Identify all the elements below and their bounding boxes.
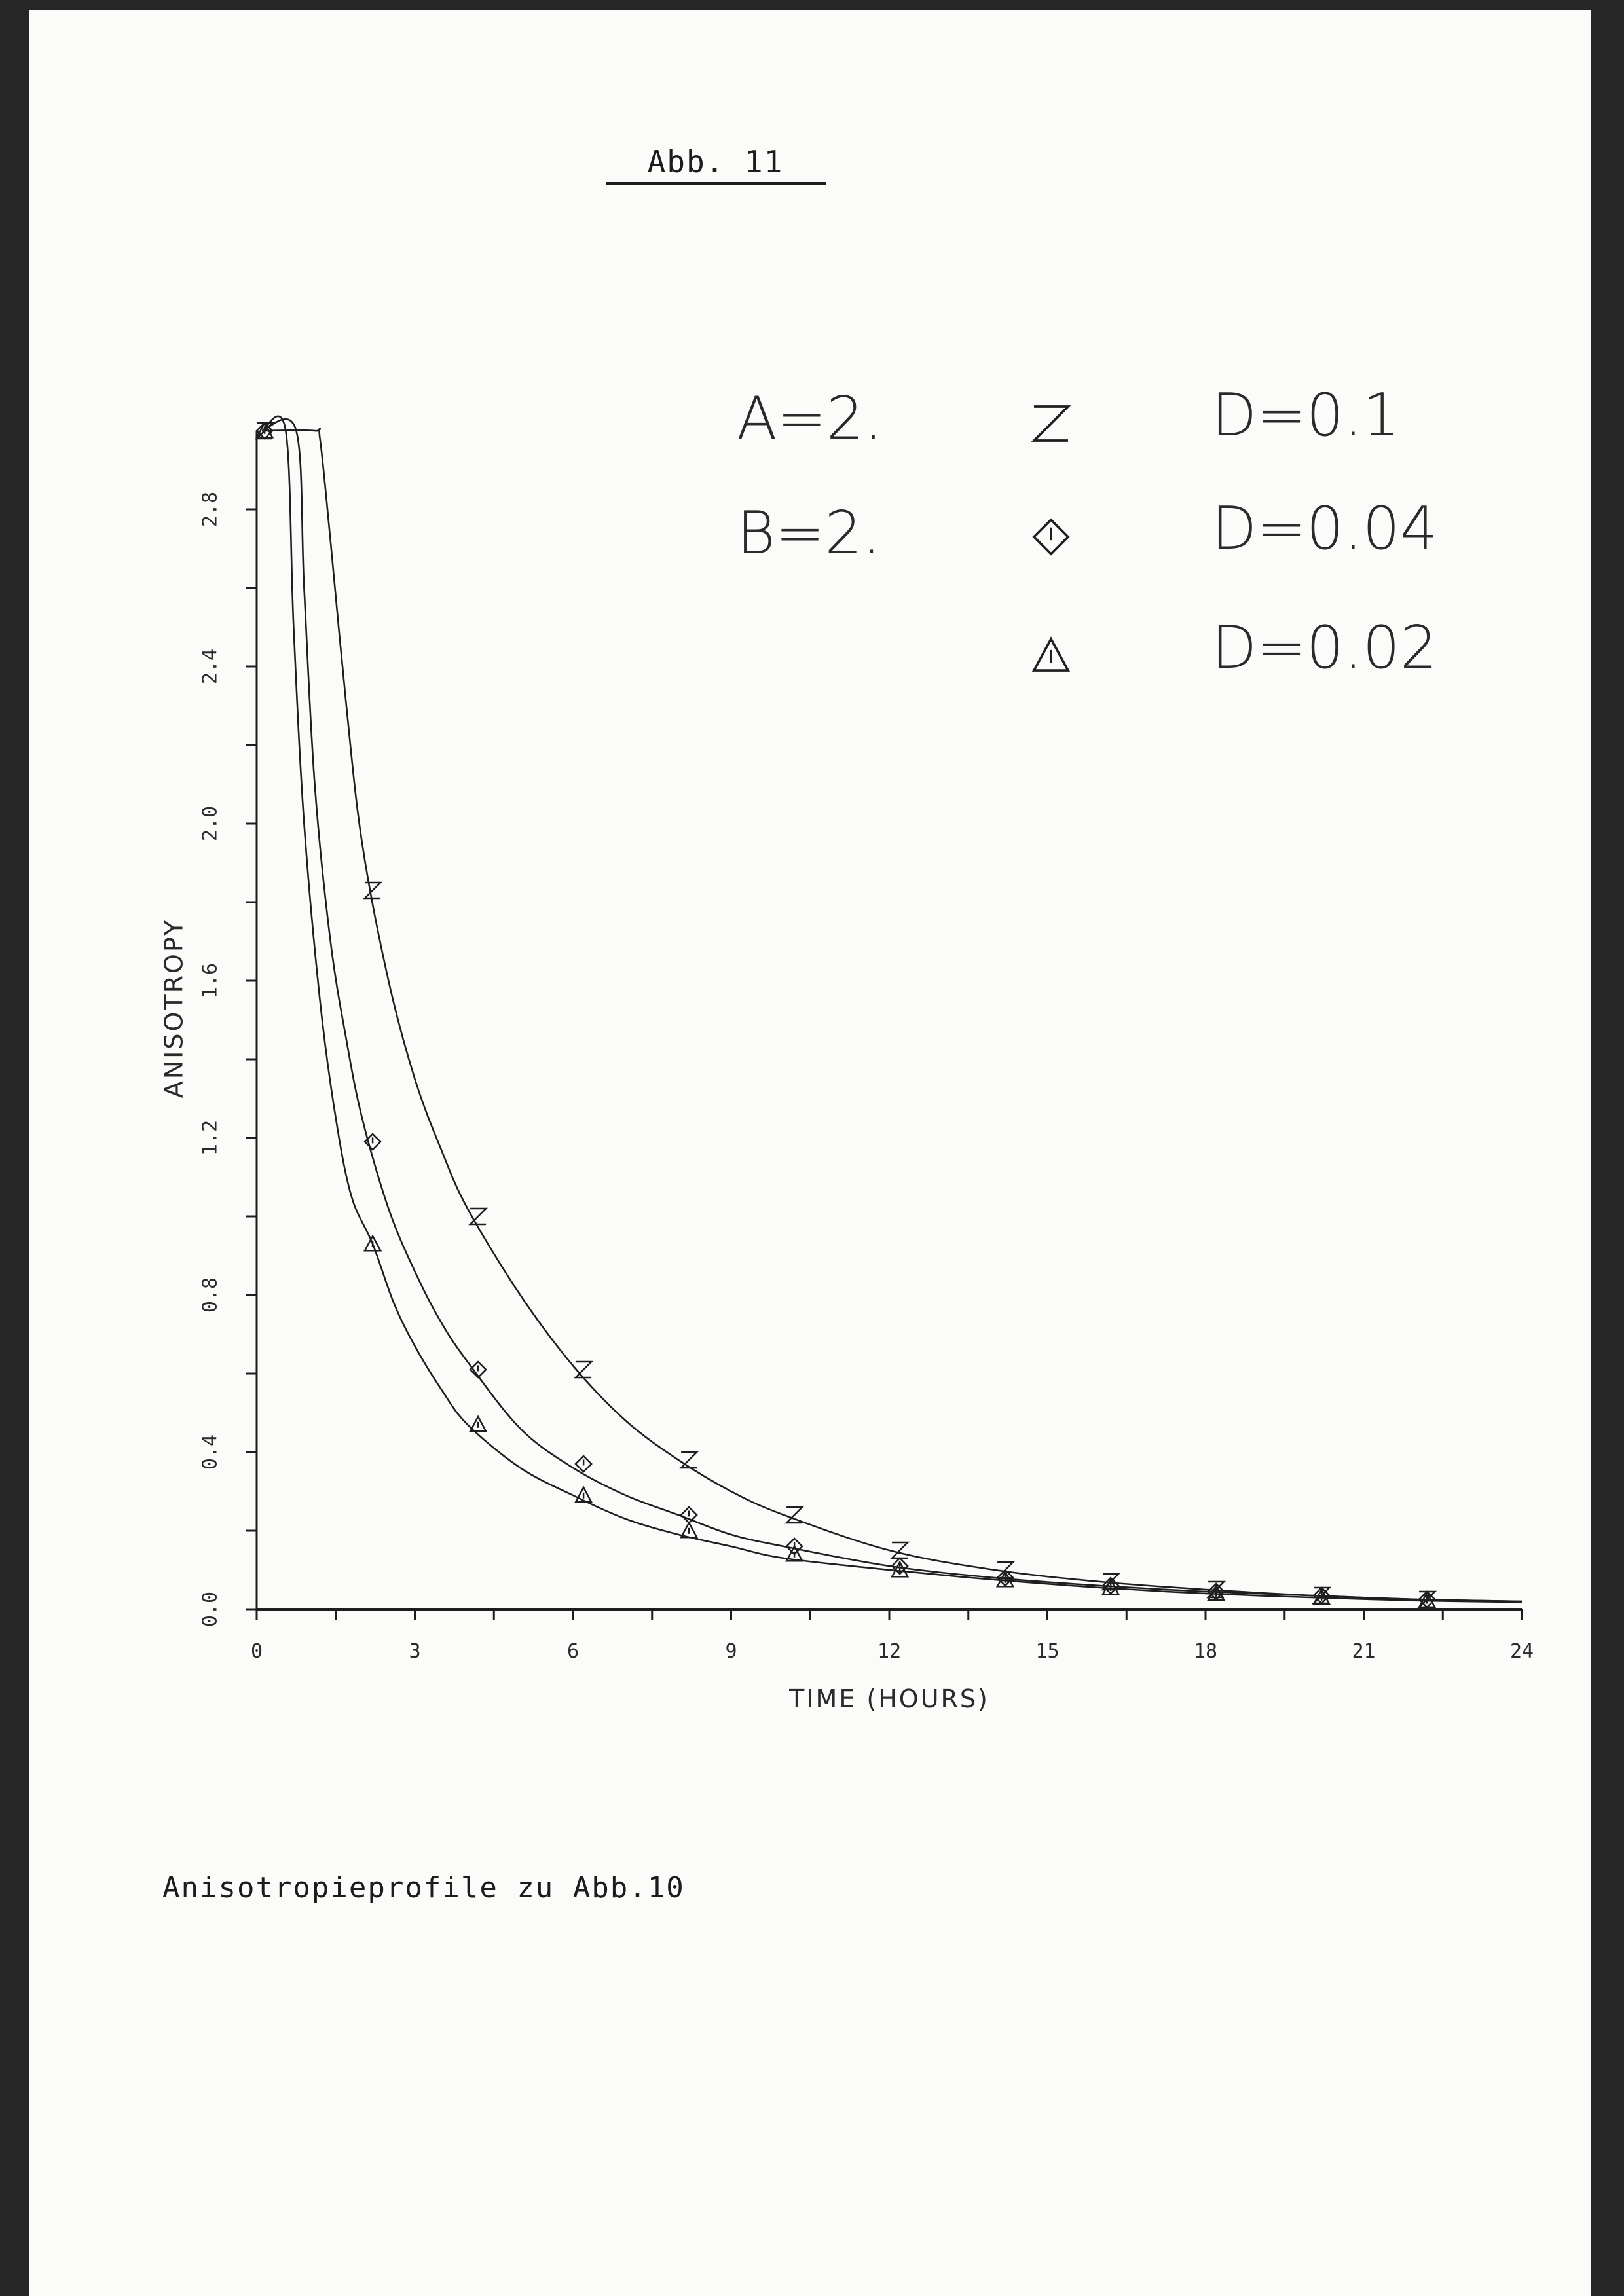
y-tick-label: 1.6 [198, 962, 222, 999]
data-point-d-0-1 [892, 1542, 908, 1558]
legend-symbol-d-0-04 [1034, 520, 1068, 554]
figure-caption: Anisotropieprofile zu Abb.10 [162, 1871, 685, 1904]
x-tick-label: 6 [566, 1640, 580, 1663]
z-marker-shape [892, 1542, 908, 1558]
y-tick-label: 2.0 [198, 805, 222, 842]
legend-param-b: B=2. [737, 499, 881, 568]
series-line-d-0-1 [262, 428, 1522, 1601]
y-tick-label: 2.4 [198, 648, 222, 685]
data-point-d-0-02 [365, 1236, 380, 1250]
legend-symbol-d-0-02 [1034, 639, 1068, 670]
x-tick-label: 18 [1193, 1640, 1218, 1663]
x-tick-label: 3 [409, 1640, 421, 1663]
z-marker-shape [576, 1362, 591, 1377]
legend-symbol-d-0-1 [1034, 407, 1068, 441]
z-marker-shape [365, 883, 380, 898]
x-tick-label: 9 [725, 1640, 737, 1663]
legend-param-a: A=2. [737, 384, 883, 453]
data-point-d-0-1 [365, 883, 380, 898]
legend-label-d-0-1: D=0.1 [1211, 381, 1400, 450]
z-marker-shape [1034, 407, 1068, 441]
y-tick-label: 0.0 [198, 1591, 222, 1628]
series-line-d-0-02 [262, 416, 1522, 1602]
x-axis-title: TIME (HOURS) [789, 1685, 989, 1713]
x-tick-label: 15 [1035, 1640, 1060, 1663]
series-line-d-0-04 [262, 419, 1522, 1601]
z-marker-shape [681, 1452, 697, 1468]
x-tick-label: 21 [1352, 1640, 1376, 1663]
x-tick-label: 12 [877, 1640, 902, 1663]
legend-label-d-0-02: D=0.02 [1211, 613, 1438, 682]
y-tick-label: 2.8 [198, 491, 222, 528]
data-point-d-0-04 [576, 1456, 591, 1472]
x-tick-label: 0 [250, 1640, 263, 1663]
y-tick-label: 0.8 [198, 1277, 222, 1313]
figure-title: Abb. 11 [647, 144, 784, 179]
data-point-d-0-1 [576, 1362, 591, 1377]
data-point-d-0-1 [681, 1452, 697, 1468]
y-axis-title: ANISOTROPY [159, 918, 189, 1099]
y-tick-label: 0.4 [198, 1434, 222, 1470]
x-tick-label: 24 [1509, 1640, 1534, 1663]
y-tick-label: 1.2 [198, 1120, 222, 1156]
legend-label-d-0-04: D=0.04 [1211, 494, 1438, 563]
